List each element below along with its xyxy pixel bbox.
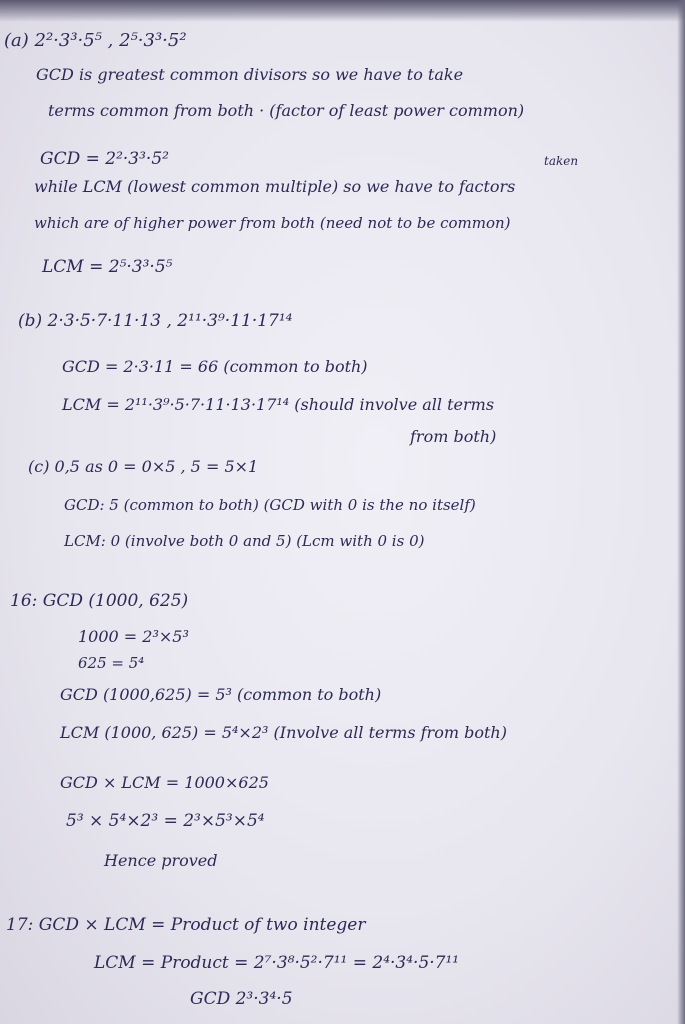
note-line: GCD = 2²·3³·5² xyxy=(40,149,169,169)
note-line: GCD (1000,625) = 5³ (common to both) xyxy=(60,685,382,704)
note-line: 625 = 5⁴ xyxy=(78,654,145,672)
note-line: LCM = 2⁵·3³·5⁵ xyxy=(42,257,173,277)
note-line: taken xyxy=(544,154,579,168)
note-line: (c) 0,5 as 0 = 0×5 , 5 = 5×1 xyxy=(28,457,259,476)
note-line: GCD = 2·3·11 = 66 (common to both) xyxy=(62,357,368,376)
note-line: 16: GCD (1000, 625) xyxy=(10,591,189,611)
note-line: 5³ × 5⁴×2³ = 2³×5³×5⁴ xyxy=(66,811,265,831)
note-line: 17: GCD × LCM = Product of two integer xyxy=(6,915,366,935)
note-line: LCM = Product = 2⁷·3⁸·5²·7¹¹ = 2⁴·3⁴·5·7¹¹ xyxy=(94,953,460,973)
note-line: 1000 = 2³×5³ xyxy=(78,627,189,646)
page-right-shadow xyxy=(677,0,685,1024)
note-line: LCM (1000, 625) = 5⁴×2³ (Involve all terms from both) xyxy=(60,723,507,742)
note-line: GCD is greatest common divisors so we have to take xyxy=(36,65,464,84)
page-top-shadow xyxy=(0,0,685,22)
note-line: Hence proved xyxy=(104,851,218,870)
note-line: (a) 2²·3³·5⁵ , 2⁵·3³·5² xyxy=(4,30,187,51)
note-line: LCM: 0 (involve both 0 and 5) (Lcm with 0 is 0) xyxy=(64,532,425,550)
note-line: terms common from both · (factor of least power common) xyxy=(48,101,525,120)
note-line: from both) xyxy=(410,427,497,446)
note-line: (b) 2·3·5·7·11·13 , 2¹¹·3⁹·11·17¹⁴ xyxy=(18,311,293,331)
note-line: LCM = 2¹¹·3⁹·5·7·11·13·17¹⁴ (should involve all terms xyxy=(62,395,495,414)
note-line: while LCM (lowest common multiple) so we have to factors xyxy=(34,177,516,196)
note-line: which are of higher power from both (need not to be common) xyxy=(34,214,511,232)
note-line: GCD × LCM = 1000×625 xyxy=(60,773,269,792)
note-line: GCD 2³·3⁴·5 xyxy=(190,989,293,1009)
note-line: GCD: 5 (common to both) (GCD with 0 is the no itself) xyxy=(64,496,476,514)
